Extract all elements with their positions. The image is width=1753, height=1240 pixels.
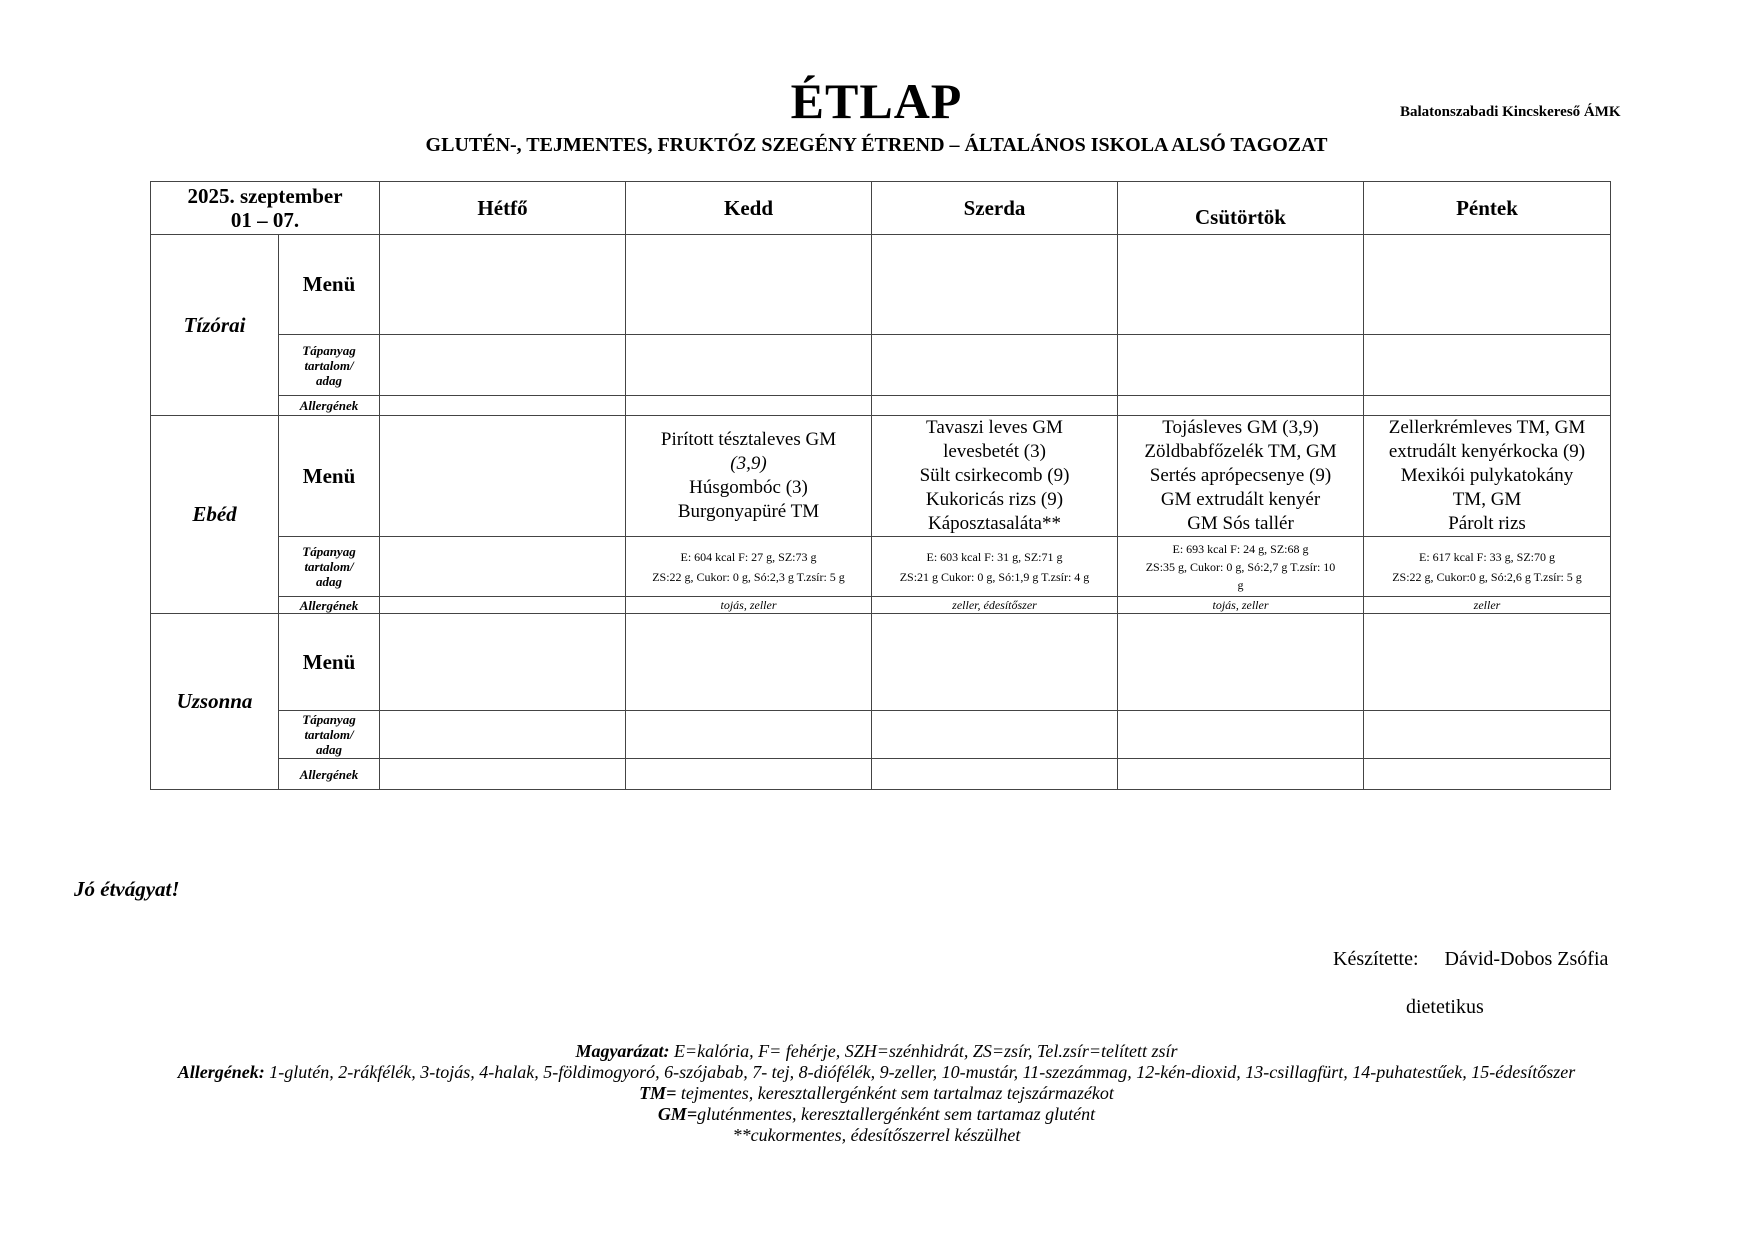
nutrient-cell-thursday	[1118, 537, 1364, 597]
allergen-cell-thursday: tojás, zeller	[1118, 597, 1364, 614]
meal-label-uzsonna: Uzsonna	[151, 614, 279, 790]
tizorai-nutrient-row	[151, 335, 1611, 396]
nutrient-cell-tuesday	[626, 537, 872, 597]
nutrient-cell-empty	[380, 335, 626, 396]
nutrient-cell-empty	[872, 335, 1118, 396]
menu-cell-empty	[626, 235, 872, 335]
nutrient-label-line: tartalom/	[304, 357, 354, 373]
allergen-cell-empty	[1118, 396, 1364, 416]
dish-line: Tavaszi leves GM	[926, 417, 1063, 438]
dish-line: Pirított tésztaleves GM	[660, 429, 837, 450]
legend-gm	[100, 1104, 1653, 1125]
menu-cell-tuesday	[626, 416, 872, 537]
meal-label-tizorai: Tízórai	[151, 235, 279, 416]
nutrient-cell-empty	[872, 711, 1118, 759]
nutrient-line: ZS:22 g, Cukor:0 g, Só:2,6 g T.zsír: 5 g	[1392, 569, 1582, 584]
dish-line: Káposztasaláta**	[928, 513, 1061, 534]
date-line-2: 01 – 07.	[230, 208, 300, 232]
menu-cell-empty	[1364, 235, 1611, 335]
row-label-menu: Menü	[279, 416, 380, 537]
nutrient-label-line: tartalom/	[304, 727, 354, 742]
nutrient-cell-friday	[1364, 537, 1611, 597]
dish-line: Mexikói pulykatokány	[1400, 465, 1574, 486]
nutrient-line: E: 603 kcal F: 31 g, SZ:71 g	[926, 549, 1063, 564]
legend-tm-label: TM=	[639, 1083, 677, 1103]
legend-gm-text: gluténmentes, keresztallergénként sem tartamaz glutént	[697, 1104, 1096, 1124]
page-subtitle: GLUTÉN-, TEJMENTES, FRUKTÓZ SZEGÉNY ÉTREND – ÁLTALÁNOS ISKOLA ALSÓ TAGOZAT	[425, 134, 1328, 156]
ebed-allergen-row	[151, 597, 1611, 614]
header-row	[151, 182, 1611, 235]
nutrient-line: E: 617 kcal F: 33 g, SZ:70 g	[1419, 549, 1555, 564]
author-role: dietetikus	[1406, 996, 1484, 1018]
dish-line: extrudált kenyérkocka (9)	[1388, 441, 1586, 462]
allergen-cell-tuesday: tojás, zeller	[626, 597, 872, 614]
legend-explanation	[100, 1041, 1653, 1062]
allergen-cell-empty	[1364, 396, 1611, 416]
dish-line: Tojásleves GM (3,9)	[1162, 417, 1319, 438]
page-title: ÉTLAP	[790, 73, 963, 129]
nutrient-cell-empty	[1118, 711, 1364, 759]
nutrient-cell-empty	[626, 335, 872, 396]
prepared-by-label: Készítette:	[1333, 948, 1419, 970]
row-label-allergens: Allergének	[279, 597, 380, 614]
uzsonna-nutrient-row	[151, 711, 1611, 759]
nutrient-line: ZS:22 g, Cukor: 0 g, Só:2,3 g T.zsír: 5 g	[652, 569, 845, 584]
nutrient-line: ZS:35 g, Cukor: 0 g, Só:2,7 g T.zsír: 10	[1145, 559, 1336, 574]
nutrient-label-line: Tápanyag	[302, 712, 356, 727]
nutrient-cell-empty	[380, 711, 626, 759]
allergen-cell-empty	[380, 396, 626, 416]
menu-cell-empty	[380, 614, 626, 711]
dish-line: Burgonyapüré TM	[677, 501, 820, 522]
date-range-cell	[151, 182, 380, 235]
dish-line: (3,9)	[730, 453, 767, 474]
menu-cell-wednesday	[872, 416, 1118, 537]
nutrient-cell-empty	[1364, 335, 1611, 396]
menu-cell-empty	[1118, 235, 1364, 335]
menu-table	[150, 181, 1611, 790]
menu-cell-empty	[872, 235, 1118, 335]
dish-line: Párolt rizs	[1448, 513, 1526, 534]
allergen-cell-empty	[872, 759, 1118, 790]
legend-tm-text: tejmentes, keresztallergénként sem tartalmaz tejszármazékot	[676, 1083, 1114, 1103]
tizorai-allergen-row	[151, 396, 1611, 416]
nutrient-line: g	[1237, 577, 1244, 592]
menu-cell-thursday	[1118, 416, 1364, 537]
nutrient-cell-wednesday	[872, 537, 1118, 597]
row-label-nutrient	[279, 537, 380, 597]
day-header-monday: Hétfő	[380, 182, 626, 235]
nutrient-label-line: tartalom/	[304, 559, 354, 574]
nutrient-line: E: 693 kcal F: 24 g, SZ:68 g	[1172, 541, 1309, 556]
nutrient-label-line: adag	[316, 372, 342, 388]
allergen-cell-empty	[626, 759, 872, 790]
row-label-allergens: Allergének	[279, 759, 380, 790]
allergen-cell-monday	[380, 597, 626, 614]
allergen-cell-empty	[380, 759, 626, 790]
dish-line: Sült csirkecomb (9)	[919, 465, 1070, 486]
nutrient-label-line: Tápanyag	[302, 342, 356, 358]
nutrient-cell-empty	[1364, 711, 1611, 759]
legend-tm	[100, 1083, 1653, 1104]
day-header-wednesday: Szerda	[872, 182, 1118, 235]
legend-note: **cukormentes, édesítőszerrel készülhet	[732, 1125, 1021, 1145]
nutrient-cell-monday	[380, 537, 626, 597]
nutrient-line: ZS:21 g Cukor: 0 g, Só:1,9 g T.zsír: 4 g	[899, 569, 1090, 584]
bon-appetit-text: Jó étvágyat!	[74, 877, 180, 901]
allergen-cell-empty	[1364, 759, 1611, 790]
legend	[100, 1041, 1653, 1146]
day-header-thursday: Csütörtök	[1118, 182, 1364, 235]
dish-line: GM Sós tallér	[1187, 513, 1294, 534]
day-header-tuesday: Kedd	[626, 182, 872, 235]
nutrient-label-line: adag	[316, 742, 342, 757]
nutrient-line: E: 604 kcal F: 27 g, SZ:73 g	[680, 549, 817, 564]
dish-line: TM, GM	[1452, 489, 1522, 510]
date-line-1: 2025. szeptember	[187, 184, 343, 208]
dish-line: levesbetét (3)	[943, 441, 1046, 462]
allergen-cell-empty	[872, 396, 1118, 416]
uzsonna-allergen-row	[151, 759, 1611, 790]
nutrient-cell-empty	[626, 711, 872, 759]
legend-allergens-text: 1-glutén, 2-rákfélék, 3-tojás, 4-halak, 5-földimogyoró, 6-szójabab, 7- tej, 8-diófélék, 9-zeller, 10-mustár, 11-szezámmag, 12-kén-dioxid, 13-csillagfürt, 14-puhatestűek, 15-édesítőszer	[264, 1062, 1576, 1082]
nutrient-label-line: adag	[316, 574, 342, 589]
allergen-cell-empty	[1118, 759, 1364, 790]
row-label-nutrient	[279, 711, 380, 759]
legend-explanation-label: Magyarázat:	[575, 1041, 670, 1061]
dish-line: Húsgombóc (3)	[689, 477, 808, 498]
menu-cell-empty	[380, 235, 626, 335]
legend-gm-label: GM=	[657, 1104, 698, 1124]
meal-label-ebed: Ebéd	[151, 416, 279, 614]
row-label-allergens: Allergének	[279, 396, 380, 416]
ebed-nutrient-row	[151, 537, 1611, 597]
ebed-menu-row	[151, 416, 1611, 537]
allergen-cell-friday: zeller	[1364, 597, 1611, 614]
row-label-menu: Menü	[279, 235, 380, 335]
allergen-cell-wednesday: zeller, édesítőszer	[872, 597, 1118, 614]
row-label-nutrient	[279, 335, 380, 396]
uzsonna-menu-row	[151, 614, 1611, 711]
dish-line: Zöldbabfőzelék TM, GM	[1144, 441, 1337, 462]
menu-cell-monday	[380, 416, 626, 537]
legend-explanation-text: E=kalória, F= fehérje, SZH=szénhidrát, ZS=zsír, Tel.zsír=telített zsír	[669, 1041, 1178, 1061]
tizorai-menu-row	[151, 235, 1611, 335]
dish-line: Sertés aprópecsenye (9)	[1149, 465, 1332, 486]
dish-line: Kukoricás rizs (9)	[925, 489, 1064, 510]
day-header-friday: Péntek	[1364, 182, 1611, 235]
prepared-by	[1333, 948, 1608, 971]
prepared-by-name: Dávid-Dobos Zsófia	[1444, 948, 1609, 970]
row-label-menu: Menü	[279, 614, 380, 711]
institution-name: Balatonszabadi Kincskereső ÁMK	[1400, 104, 1621, 120]
menu-cell-friday	[1364, 416, 1611, 537]
legend-allergens-label: Allergének:	[177, 1062, 265, 1082]
menu-cell-empty	[1364, 614, 1611, 711]
dish-line: Zellerkrémleves TM, GM	[1388, 417, 1586, 438]
nutrient-cell-empty	[1118, 335, 1364, 396]
legend-allergens	[100, 1062, 1653, 1083]
menu-cell-empty	[872, 614, 1118, 711]
menu-cell-empty	[1118, 614, 1364, 711]
menu-cell-empty	[626, 614, 872, 711]
nutrient-label-line: Tápanyag	[302, 544, 356, 559]
allergen-cell-empty	[626, 396, 872, 416]
dish-line: GM extrudált kenyér	[1160, 489, 1321, 510]
